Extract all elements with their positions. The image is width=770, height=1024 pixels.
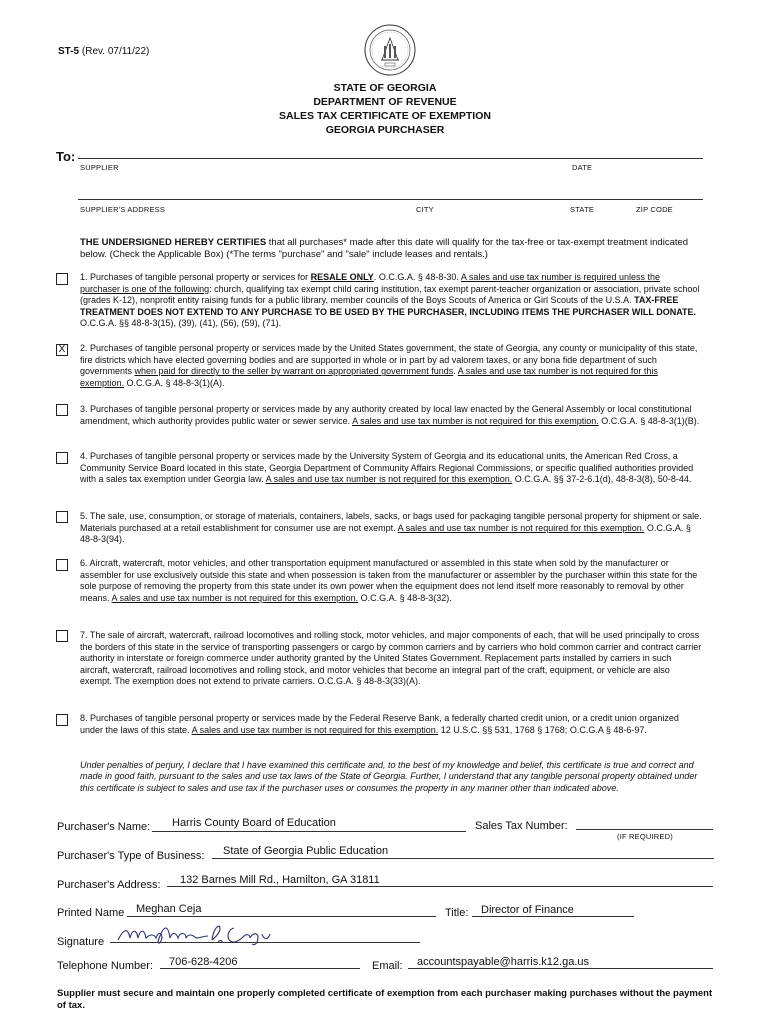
printed-name-label: Printed Name <box>57 907 125 919</box>
exemption-item-8: 8. Purchases of tangible personal property or services made by the Federal Reserve Bank, a federally charted credit union, or a credit union organized under the laws of this state. A sales and use tax number is not required for this exemption. 12 U.S.C. §§ 531, 1768 § 1768; O.C.G.A § 48-6-97. <box>80 713 679 735</box>
supplier-field[interactable] <box>78 158 703 159</box>
exemption-item-1: 1. Purchases of tangible personal property or services for RESALE ONLY. O.C.G.A. § 48-8-30. A sales and use tax number is required unless the purchaser is one of the following: church, qualifying tax exempt child caring institution, tax exempt parent-teacher organization or association, private school (grades K-12), nonprofit entity raising funds for a public library, member councils of the Boys Scouts of America or Girl Scouts of the U.S.A. TAX-FREE TREATMENT DOES NOT EXTEND TO ANY PURCHASE TO BE USED BY THE PURCHASER, INCLUDING ITEMS THE PURCHASER WILL DONATE. O.C.G.A. §§ 48-8-3(15), (39), (41), (56), (59), (71). <box>80 272 700 329</box>
purchaser-name-field[interactable]: Harris County Board of Education <box>172 817 336 829</box>
email-label: Email: <box>372 960 403 972</box>
exemption-item-3: 3. Purchases of tangible personal property or services made by any authority created by local law enacted by the General Assembly or local constitutional amendment, which authority provides public water or sewer service. A sales and use tax number is not required for this exemption. O.C.G.A. § 48-8-3(1)(B). <box>80 404 700 426</box>
business-type-label: Purchaser's Type of Business: <box>57 850 205 862</box>
checkbox-government[interactable]: X <box>56 344 68 356</box>
to-label: To: <box>56 149 76 164</box>
checkbox-resale[interactable] <box>56 273 68 285</box>
title-line-3: SALES TAX CERTIFICATE OF EXEMPTION <box>279 110 491 122</box>
checkbox-water-sewer-authority[interactable] <box>56 404 68 416</box>
supplier-label: SUPPLIER <box>80 163 119 172</box>
title-line-4: GEORGIA PURCHASER <box>325 124 445 136</box>
form-id: ST-5 (Rev. 07/11/22) <box>58 46 150 57</box>
purchaser-name-label: Purchaser's Name: <box>57 821 151 833</box>
printed-name-field[interactable]: Meghan Ceja <box>136 903 202 915</box>
email-line <box>408 968 713 969</box>
business-type-line <box>212 858 714 859</box>
business-type-field[interactable]: State of Georgia Public Education <box>223 845 389 857</box>
certify-statement: THE UNDERSIGNED HEREBY CERTIFIES that all purchases* made after this date will qualify for the tax-free or tax-exempt treatment indicated below. (Check the Applicable Box) (*The terms "purchase" and "sale" include leases and rentals.) <box>80 237 689 260</box>
exemption-item-5: 5. The sale, use, consumption, or storage of materials, containers, labels, sacks, or bags used for packaging tangible personal property for shipment or sale. Materials purchased at a retail establishment for consumer use are not exempt. A sales and use tax number is not required for this exemption. O.C.G.A. § 48-8-3(94). <box>80 511 702 545</box>
checkbox-transportation-equipment[interactable] <box>56 559 68 571</box>
exemption-item-6: 6. Aircraft, watercraft, motor vehicles, and other transportation equipment manufactured or assembled in this state when sold by the manufacturer or assembler for use exclusively outside this state and when possession is taken from the manufacturer or assembler by the purchaser within this state for the sole purpose of removing the property from this state under its own power when the equipment does not lend itself more reasonably to removal by other means. A sales and use tax number is not required for this exemption. O.C.G.A. § 48-8-3(32). <box>80 558 698 603</box>
purchaser-address-label: Purchaser's Address: <box>57 879 161 891</box>
footer-note: Supplier must secure and maintain one properly completed certificate of exemption from each purchaser making purchases without the payment of tax. <box>57 988 713 1011</box>
checkbox-university-system[interactable] <box>56 452 68 464</box>
purchaser-address-line <box>167 886 713 887</box>
city-label: CITY <box>416 205 434 214</box>
checkbox-packaging[interactable] <box>56 511 68 523</box>
title-field[interactable]: Director of Finance <box>481 904 574 916</box>
title-line-1: STATE OF GEORGIA <box>333 82 437 94</box>
exemption-item-7: 7. The sale of aircraft, watercraft, railroad locomotives and rolling stock, motor vehicles, and major components of each, that will be used principally to cross the borders of this state in the service of transporting passengers or cargo by common carriers and by carriers who hold common carrier and contract carrier authority in interstate or foreign commerce under authority granted by the United States Government. Replacement parts installed by carriers in such aircraft, watercraft, railroad locomotives and rolling stock, and motor vehicles that become an integral part of the craft, equipment, or vehicle are also exempt. The exemption does not extend to private carriers. O.C.G.A. § 48-8-3(33)(A). <box>80 630 702 687</box>
georgia-state-seal-icon <box>364 24 416 76</box>
printed-name-line <box>127 916 436 917</box>
checkbox-federal-reserve[interactable] <box>56 714 68 726</box>
signature-label: Signature <box>57 936 105 948</box>
sales-tax-number-field[interactable] <box>576 829 713 830</box>
date-label: DATE <box>572 163 593 172</box>
telephone-label: Telephone Number: <box>57 960 154 972</box>
perjury-statement: Under penalties of perjury, I declare that I have examined this certificate and, to the best of my knowledge and belief, this certificate is true and correct and made in good faith, pursuant to the sales and use tax laws of the State of Georgia. Further, I understand that any tangible personal property obtained under this certificate is subject to sales and use tax if the purchaser uses or consumes the property in any manner other than indicated above. <box>80 760 698 793</box>
state-label: STATE <box>570 205 595 214</box>
title-line <box>472 916 634 917</box>
if-required-note: (IF REQUIRED) <box>617 832 673 841</box>
exemption-item-2: 2. Purchases of tangible personal property or services made by the United States government, the state of Georgia, any county or municipality of this state, fire districts which have elected governing bodies and are supported in whole or in part by ad valorem taxes, or any bona fide department of such governments when paid for directly to the seller by warrant on appropriated government funds. A sales and use tax number is not required for this exemption. O.C.G.A. § 48-8-3(1)(A). <box>80 343 698 388</box>
purchaser-address-field[interactable]: 132 Barnes Mill Rd., Hamilton, GA 31811 <box>180 874 380 886</box>
supplier-address-label: SUPPLIER'S ADDRESS <box>80 205 166 214</box>
checkbox-interstate-carriers[interactable] <box>56 630 68 642</box>
telephone-field[interactable]: 706-628-4206 <box>169 956 238 968</box>
supplier-address-field[interactable] <box>78 199 703 200</box>
handwritten-signature <box>116 920 276 948</box>
telephone-line <box>160 968 360 969</box>
email-field[interactable]: accountspayable@harris.k12.ga.us <box>417 956 589 968</box>
purchaser-name-line <box>152 831 466 832</box>
title-line-2: DEPARTMENT OF REVENUE <box>313 96 457 108</box>
sales-tax-number-label: Sales Tax Number: <box>475 820 568 832</box>
title-label: Title: <box>445 907 469 919</box>
exemption-item-4: 4. Purchases of tangible personal property or services made by the University System of Georgia and its educational units, the American Red Cross, a Community Service Board located in this state, Georgia Department of Community Affairs Regional Commissions, or specific qualified authorities provided with a sales tax exemption under Georgia law. A sales and use tax number is not required for this exemption. O.C.G.A. §§ 37-2-6.1(d), 48-8-3(8), 50-8-44. <box>80 451 694 485</box>
zip-code-label: ZIP CODE <box>636 205 673 214</box>
